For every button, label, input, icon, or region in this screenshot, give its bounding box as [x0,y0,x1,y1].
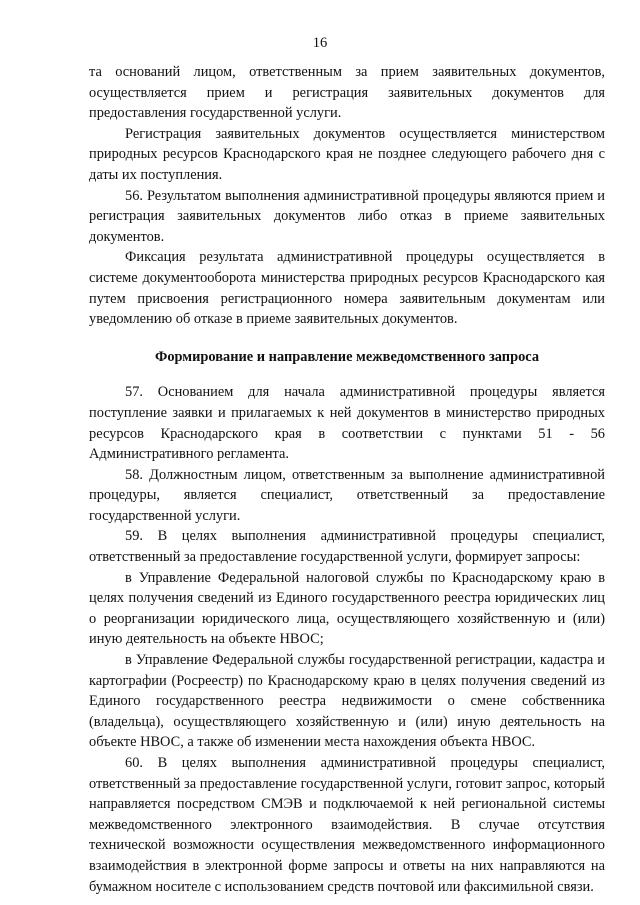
paragraph: в Управление Федеральной налоговой службы по Краснодарскому краю в целях получения сведений из Единого государственного реестра юридических лиц о реорганизации юридического лица, осуществляющего хозяйственную и (или) иную деятельность на объекте НВОС; [89,569,605,648]
paragraph: 56. Результатом выполнения административной процедуры являются прием и регистрация заявительных документов либо отказ в приеме заявительных документов. [89,187,605,245]
section-heading: Формирование и направление межведомственного запроса [154,348,540,365]
paragraph: 60. В целях выполнения административной процедуры специалист, ответственный за предоставление государственной услуги, готовит запрос, который направляется посредством СМЭВ и подключаемой к ней региональной системы межведомственного электронного взаимодействия. В случае отсутствия технической возможности осуществления межведомственного информационного взаимодействия в электронной форме запросы и ответы на них направляются на бумажном носителе с использованием средств почтовой или факсимильной связи. [89,755,605,895]
paragraph: 57. Основанием для начала административной процедуры является поступление заявки и прилагаемых к ней документов в министерство природных ресурсов Краснодарского края в соответствии с пунктами 51 - 56 Административного регламента. [89,384,605,463]
paragraph: Регистрация заявительных документов осуществляется министерством природных ресурсов Краснодарского края не позднее следующего рабочего дня с даты их поступления. [89,125,605,183]
paragraph: Фиксация результата административной процедуры осуществляется в системе документооборота министерства природных ресурсов Краснодарского кая путем присвоения регистрационного номера заявительным документам или уведомлению об отказе в приеме заявительных документов. [89,249,605,328]
document-body [89,62,605,897]
paragraph: 59. В целях выполнения административной процедуры специалист, ответственный за предоставление государственной услуги, формирует запросы: [89,528,605,566]
paragraph-continuation: та оснований лицом, ответственным за прием заявительных документов, осуществляется прием и регистрация заявительных документов для предоставления государственной услуги. [89,64,605,122]
page-number: 16 [312,35,328,51]
paragraph: 58. Должностным лицом, ответственным за выполнение административной процедуры, является специалист, ответственный за предоставление государственной услуги. [89,466,605,524]
paragraph: в Управление Федеральной службы государственной регистрации, кадастра и картографии (Росреестр) по Краснодарскому краю в целях получения сведений из Единого государственного реестра недвижимости о смене собственника (владельца), осуществляющего хозяйственную и (или) иную деятельность на объекте НВОС, а также об изменении места нахождения объекта НВОС. [89,652,605,751]
